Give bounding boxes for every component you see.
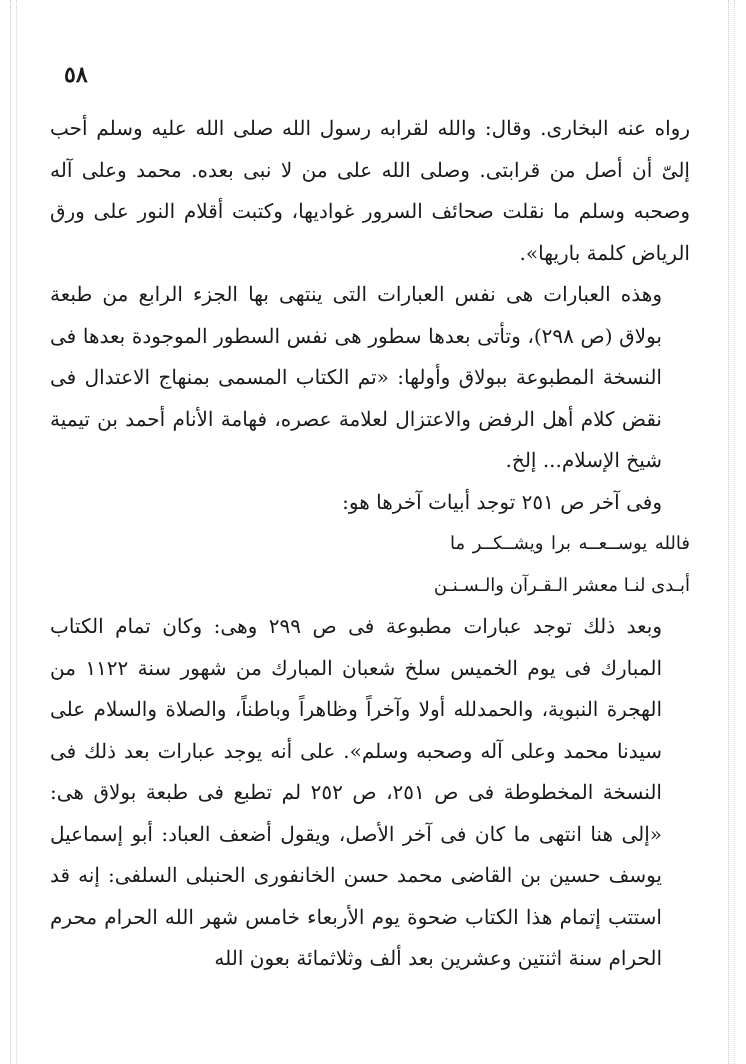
verse-line-2: أبـدى لنـا معشر الـقـرآن والـسـنـن [433, 574, 690, 596]
margin-rule-right [728, 0, 731, 1064]
verse-line-1 [50, 523, 690, 565]
paragraph-1: رواه عنه البخارى. وقال: والله لقرابه رسول الله صلى الله عليه وسلم أحب إلىّ أن أصل من قرابتى. وصلى الله على من لا نبى بعده. محمد وعلى آله وصحبه وسلم ما نقلت صحائف السرور غواديها، وكتبت أقلام النور على ورق الرياض كلمة باريها». [50, 116, 690, 265]
verse-word: ويشــكــر [472, 533, 544, 554]
verse-word: فالله [654, 533, 690, 554]
verse-word: ما [450, 533, 466, 554]
margin-rule-left [10, 0, 13, 1064]
margin-rule-right-inner [734, 0, 737, 1064]
page-body [50, 108, 690, 980]
paragraph-2: وهذه العبارات هى نفس العبارات التى ينتهى بها الجزء الرابع من طبعة بولاق (ص ٢٩٨)، وتأتى بعدها سطور هى نفس السطور الموجودة بعدها فى النسخة المطبوعة ببولاق وأولها: «تم الكتاب المسمى بمنهاج الاعتدال فى نقض كلام أهل الرفض والاعتزال لعلامة عصره، فهامة الأنام أحمد بن تيمية شيخ الإسلام... إلخ. [50, 282, 662, 472]
paragraph-3: وفى آخر ص ٢٥١ توجد أبيات آخرها هو: [342, 489, 662, 514]
margin-rule-left-inner [16, 0, 19, 1064]
page-number: ٥٨ [64, 62, 88, 88]
verse-word: برا [550, 533, 571, 554]
paragraph-4: وبعد ذلك توجد عبارات مطبوعة فى ص ٢٩٩ وهى: وكان تمام الكتاب المبارك فى يوم الخميس سلخ شعبان المبارك من شهور سنة ١١٢٢ من الهجرة النبوية، والحمدلله أولا وآخراً وظاهراً وباطناً، والصلاة والسلام على سيدنا محمد وعلى آله وصحبه وسلم». على أنه يوجد عبارات بعد ذلك فى النسخة المخطوطة فى ص ٢٥١، ص ٢٥٢ لم تطبع فى طبعة بولاق هى: «إلى هنا انتهى ما كان فى آخر الأصل، ويقول أضعف العباد: أبو إسماعيل يوسف حسين بن القاضى محمد حسن الخانفورى الحنبلى السلفى: إنه قد استتب إتمام هذا الكتاب ضحوة يوم الأربعاء خامس شهر الله الحرام محرم الحرام سنة اثنتين وعشرين بعد ألف وثلاثمائة بعون الله [50, 614, 663, 970]
verse-word: يوســعــه [578, 533, 648, 554]
